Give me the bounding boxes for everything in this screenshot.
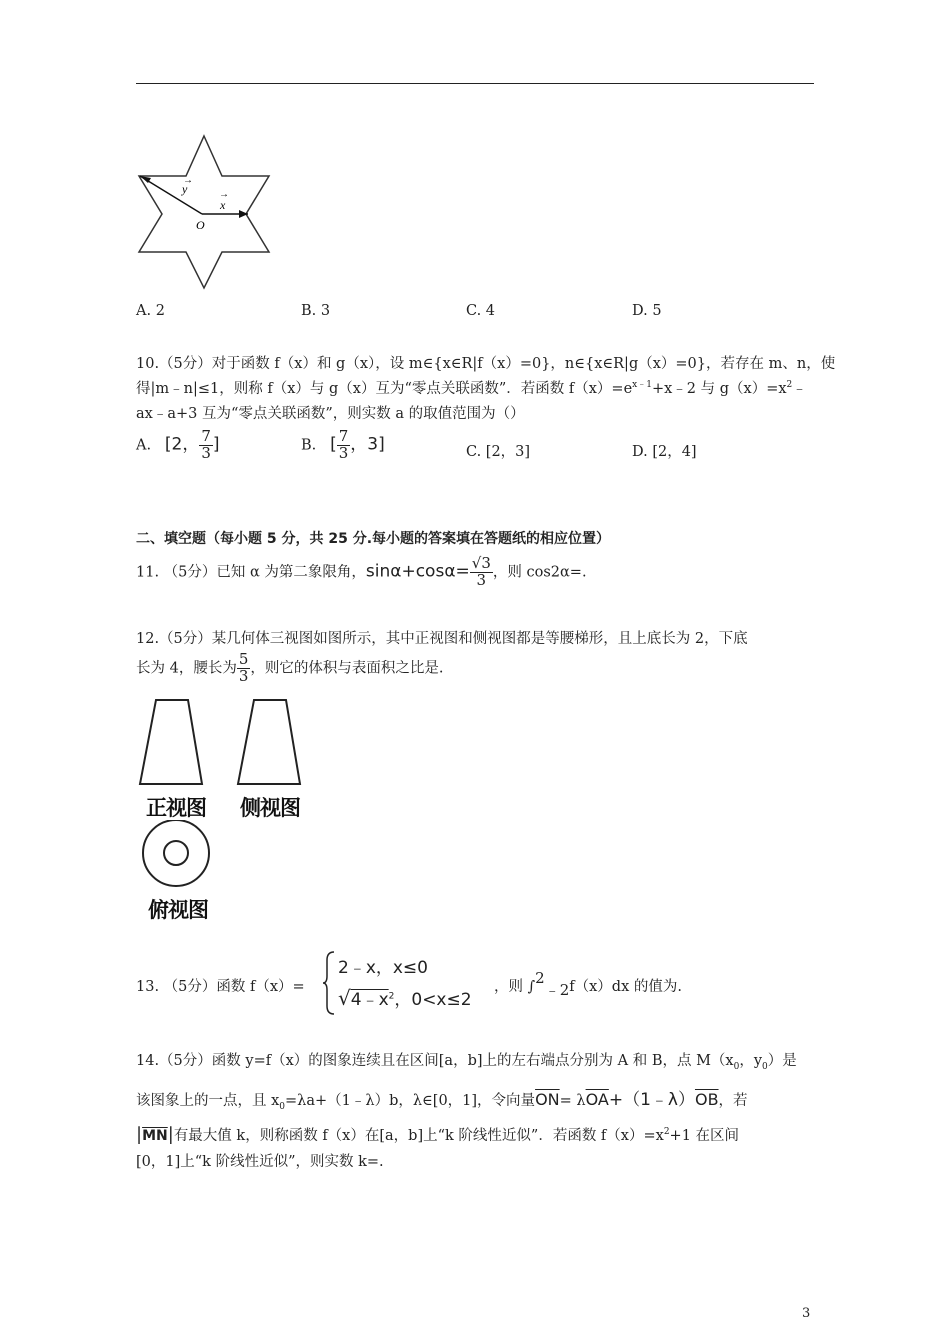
q10-option-b: B. [ $\frac{7}{3}$ ，3] [301, 427, 385, 462]
section-heading: 二、填空题（每小题 5 分，共 25 分.每小题的答案填在答题纸的相应位置） [136, 531, 611, 547]
label-x: x [220, 198, 226, 212]
q11-line: 11. （5分）已知 α 为第二象限角，sinα+cosα= $\frac{√3}{3}$ ，则 cos2α=. [136, 554, 587, 589]
q14-line2: 该图象上的一点，且 $x_0=\lambda a+(1﹣\lambda)b$，λ∈[0，1]，令向量$\overline{ON}=$ $\lambda\overline{OA}+(1﹣\lambda)\overline{OB}$，若 [136, 1090, 748, 1112]
q10-line3: ax﹣a+3 互为“零点关联函数”，则实数 a 的取值范围为（） [136, 406, 525, 422]
vector-on: $\overline{ON}$ [535, 1090, 560, 1109]
q10-option-d: D. [2，4] [632, 444, 697, 460]
front-view-caption: 正视图 [146, 796, 206, 820]
q9-option-c: C. 4 [466, 303, 496, 319]
q9-option-b: B. 3 [301, 303, 331, 319]
side-view-caption: 侧视图 [240, 796, 300, 820]
label-o: O [196, 218, 205, 232]
star-figure [136, 134, 272, 290]
svg-text:→: → [183, 175, 193, 186]
header-rule [136, 83, 814, 84]
svg-text:→: → [219, 189, 229, 200]
q13-case1: 2﹣x，x≤0 [338, 958, 428, 978]
q13-case2: $√4﹣x^2$，0<x≤2 [338, 986, 472, 1010]
q14-line4: [0，1]上“k 阶线性近似”，则实数 k=. [136, 1154, 384, 1170]
vector-oa: $\overline{OA}$ [585, 1090, 609, 1109]
q13-suffix: ，则 ∫2﹣2f（x）dx 的值为. [494, 969, 682, 999]
side-view-trapezoid [238, 700, 300, 784]
page-number: 3 [802, 1306, 811, 1321]
q10-option-c: C. [2，3] [466, 444, 531, 460]
q9-option-d: D. 5 [632, 303, 662, 319]
q13-prefix: 13. （5分）函数 f（x）= [136, 979, 305, 995]
top-view-circles [136, 820, 216, 890]
q12-line1: 12.（5分）某几何体三视图如图所示，其中正视图和侧视图都是等腰梯形，且上底长为 2，下底 [136, 631, 748, 647]
vector-ob: $\overline{OB}$ [694, 1090, 719, 1109]
three-view-trapezoids [136, 698, 306, 788]
label-y: y [182, 182, 188, 196]
front-view-trapezoid [140, 700, 202, 784]
q14-line1: 14.（5分）函数 y=f（x）的图象连续且在区间[a，b]上的左右端点分别为 A 和 B，点 $M(x_0$，$y_0$）是 [136, 1053, 797, 1072]
top-view-caption: 俯视图 [148, 898, 208, 922]
q9-option-a: A. 2 [136, 303, 165, 319]
q10-line2: 得|m﹣n|≤1，则称 f（x）与 g（x）互为“零点关联函数”．若函数 $f(x)=e^{x﹣1}+x﹣2$ 与 $g(x)=x^2﹣$ [136, 380, 807, 397]
q10-line1: 10.（5分）对于函数 f（x）和 g（x），设 m∈{x∈R|f（x）=0}，n∈{x∈R|g（x）=0}，若存在 m、n，使 [136, 356, 836, 372]
hexagram-shape [139, 136, 269, 288]
q12-line2: 长为 4，腰长为 $\frac{5}{3}$ ，则它的体积与表面积之比是. [136, 650, 444, 685]
q10-option-a: A. [2， $\frac{7}{3}$ ] [136, 427, 220, 462]
piecewise-brace [322, 950, 336, 1016]
inner-circle [164, 841, 188, 865]
q14-line3: $|\overline{MN}|$有最大值 k，则称函数 f（x）在[a，b]上“k 阶线性近似”．若函数 $f(x)=x^2+1$ 在区间 [136, 1124, 740, 1145]
vector-mn: $\overline{MN}$ [142, 1128, 168, 1144]
